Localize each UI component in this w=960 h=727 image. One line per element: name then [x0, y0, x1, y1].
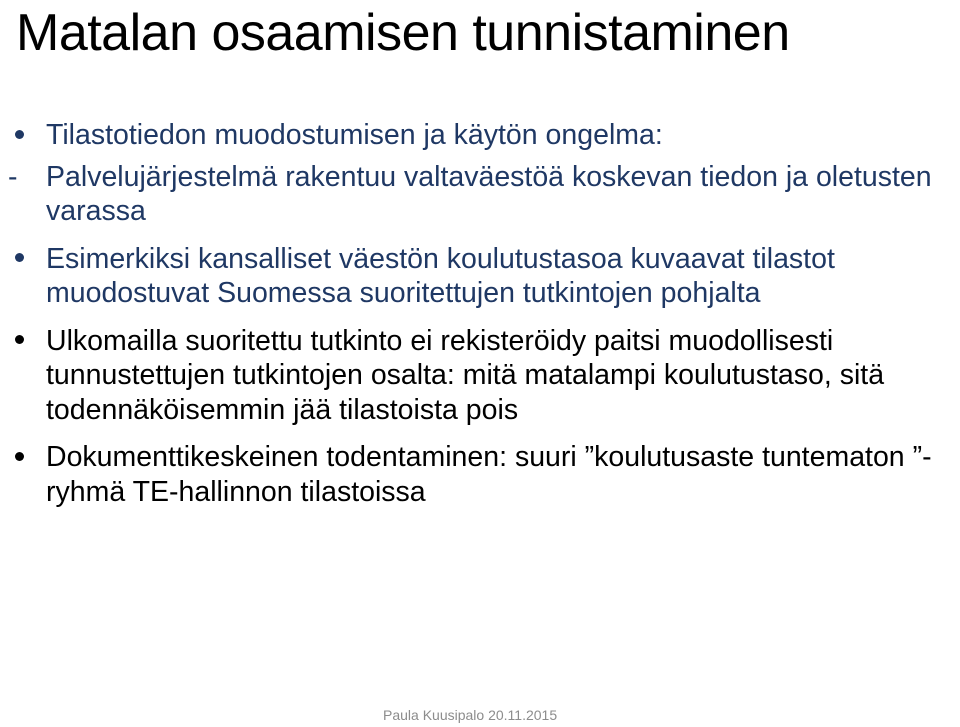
- slide-title: Matalan osaamisen tunnistaminen: [16, 4, 790, 62]
- bullet-icon: [4, 324, 34, 359]
- slide-footer: Paula Kuusipalo 20.11.2015: [383, 707, 558, 723]
- list-item-text: Palvelujärjestelmä rakentuu valtaväestöä koskevan tiedon ja oletusten varassa: [46, 160, 932, 227]
- bullet-icon: [4, 440, 34, 475]
- bullet-icon: [4, 118, 34, 153]
- list-item-text: Dokumenttikeskeinen todentaminen: suuri ”koulutusaste tuntematon ”-ryhmä TE-hallinnon tilastoissa: [46, 441, 932, 508]
- dash-marker: -: [8, 160, 18, 193]
- list-item: [0, 440, 950, 509]
- bullet-icon: [4, 242, 34, 277]
- list-item: [0, 242, 950, 311]
- list-item-text: Esimerkiksi kansalliset väestön koulutustasoa kuvaavat tilastot muodostuvat Suomessa suoritettujen tutkintojen pohjalta: [46, 242, 835, 309]
- list-item-text: Tilastotiedon muodostumisen ja käytön ongelma:: [46, 119, 663, 151]
- bullet-list: [0, 118, 950, 522]
- list-item: [0, 324, 950, 428]
- list-item: [0, 118, 950, 153]
- list-item: [0, 160, 950, 229]
- list-item-text: Ulkomailla suoritettu tutkinto ei rekisteröidy paitsi muodollisesti tunnustettujen tutkintojen osalta: mitä matalampi koulutustaso, sitä todennäköisemmin jää tilastoista pois: [46, 324, 885, 426]
